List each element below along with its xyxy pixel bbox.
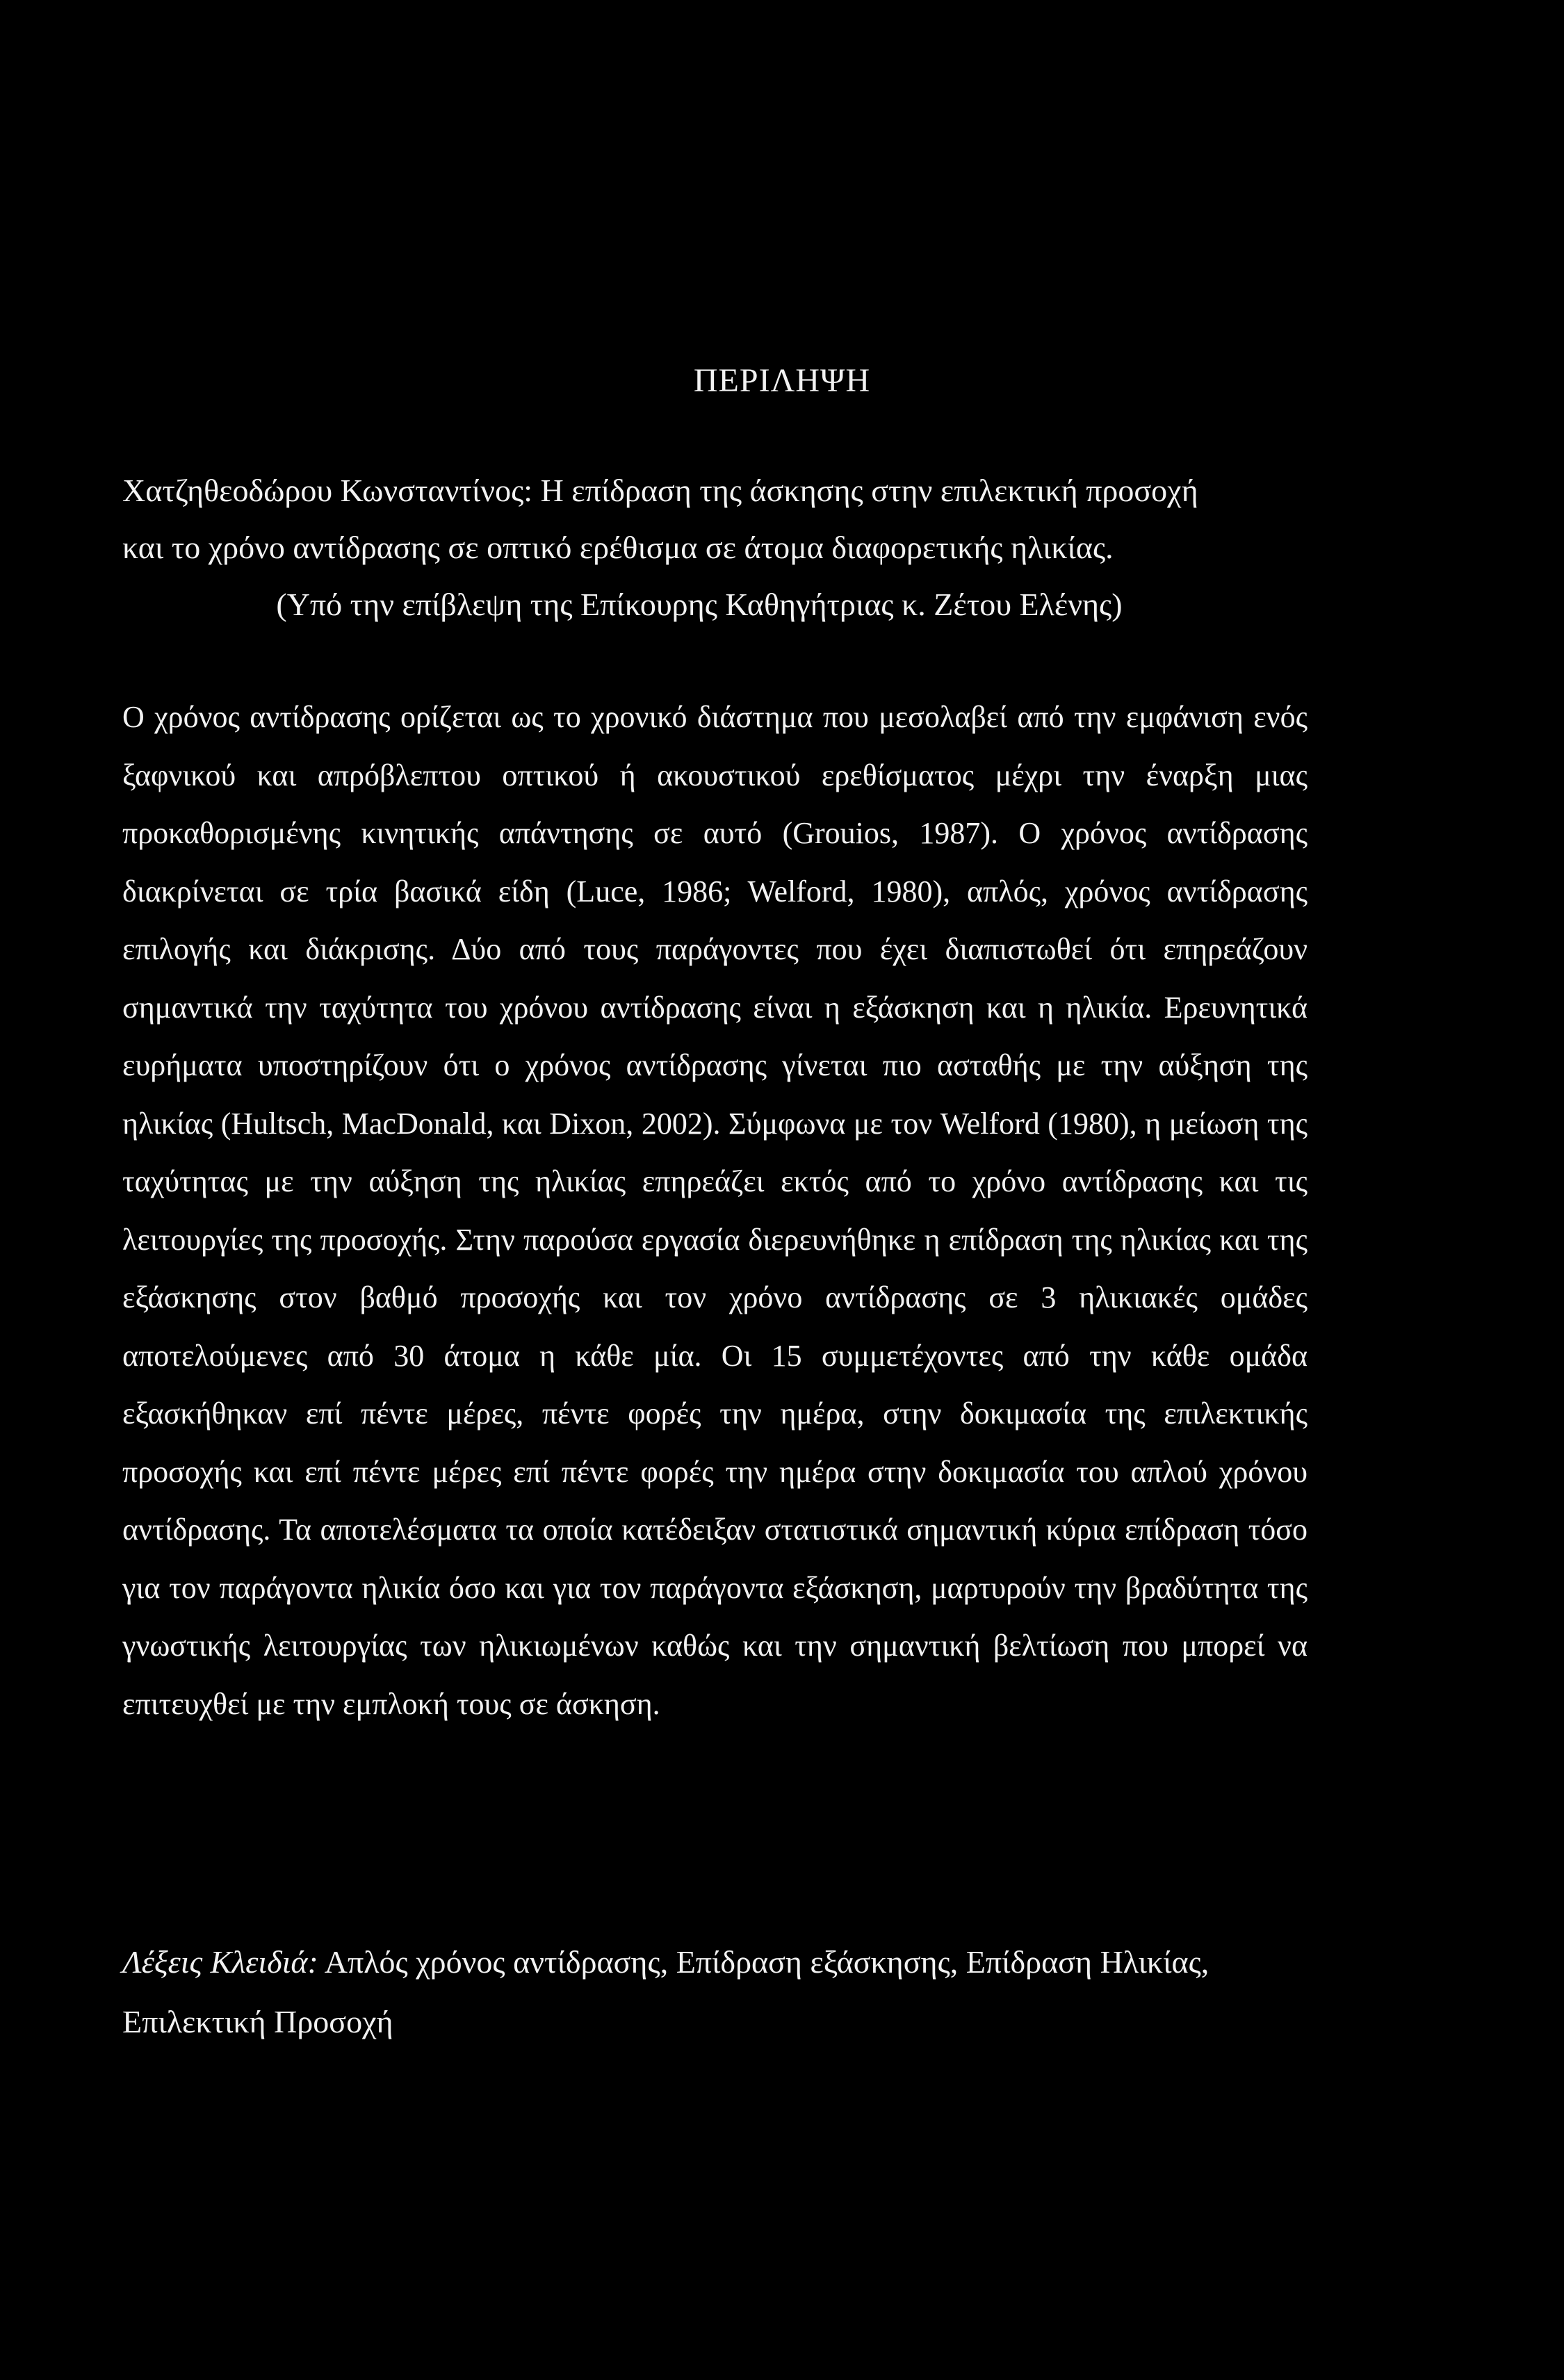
keywords	[122, 1932, 1318, 2052]
citation-line-author-title: Χατζηθεοδώρου Κωνσταντίνος: Η επίδραση της άσκησης στην επιλεκτική προσοχή	[122, 473, 1198, 508]
abstract-heading: ΠΕΡΙΛΗΨΗ	[693, 362, 871, 399]
thesis-citation	[122, 462, 1318, 633]
citation-line-supervisor: (Υπό την επίβλεψη της Επίκουρης Καθηγήτριας κ. Ζέτου Ελένης)	[276, 587, 1123, 622]
abstract-body: Ο χρόνος αντίδρασης ορίζεται ως το χρονικό διάστημα που μεσολαβεί από την εμφάνιση ενός ξαφνικού και απρόβλεπτου οπτικού ή ακουστικού ερεθίσματος μέχρι την έναρξη μιας προκαθορισμένης κινητικής απάντησης σε αυτό (Grouios, 1987). Ο χρόνος αντίδρασης διακρίνεται σε τρία βασικά είδη (Luce, 1986; Welford, 1980), απλός, χρόνος αντίδρασης επιλογής και διάκρισης. Δύο από τους παράγοντες που έχει διαπιστωθεί ότι επηρεάζουν σημαντικά την ταχύτητα του χρόνου αντίδρασης είναι η εξάσκηση και η ηλικία. Ερευνητικά ευρήματα υποστηρίζουν ότι ο χρόνος αντίδρασης γίνεται πιο ασταθής με την αύξηση της ηλικίας (Hultsch, MacDonald, και Dixon, 2002). Σύμφωνα με τον Welford (1980), η μείωση της ταχύτητας με την αύξηση της ηλικίας επηρεάζει εκτός από το χρόνο αντίδρασης και τις λειτουργίες της προσοχής. Στην παρούσα εργασία διερευνήθηκε η επίδραση της ηλικίας και της εξάσκησης στον βαθμό προσοχής και τον χρόνο αντίδρασης σε 3 ηλικιακές ομάδες αποτελούμενες από 30 άτομα η κάθε μία. Οι 15 συμμετέχοντες από την κάθε ομάδα εξασκήθηκαν επί πέντε μέρες, πέντε φορές την ημέρα, στην δοκιμασία της επιλεκτικής προσοχής και επί πέντε μέρες επί πέντε φορές την ημέρα στην δοκιμασία του απλού χρόνου αντίδρασης. Τα αποτελέσματα τα οποία κατέδειξαν στατιστικά σημαντική κύρια επίδραση τόσο για τον παράγοντα ηλικία όσο και για τον παράγοντα εξάσκηση, μαρτυρούν την βραδύτητα της γνωστικής λειτουργίας των ηλικιωμένων καθώς και την σημαντική βελτίωση που μπορεί να επιτευχθεί με την εμπλοκή τους σε άσκηση.	[122, 700, 1308, 1721]
keywords-text: Απλός χρόνος αντίδρασης, Επίδραση εξάσκησης, Επίδραση Ηλικίας, Επιλεκτική Προσοχή	[122, 1944, 1209, 2039]
keywords-label: Λέξεις Κλειδιά:	[122, 1944, 318, 1980]
citation-line-title-continued: και το χρόνο αντίδρασης σε οπτικό ερέθισμα σε άτομα διαφορετικής ηλικίας.	[122, 530, 1114, 565]
